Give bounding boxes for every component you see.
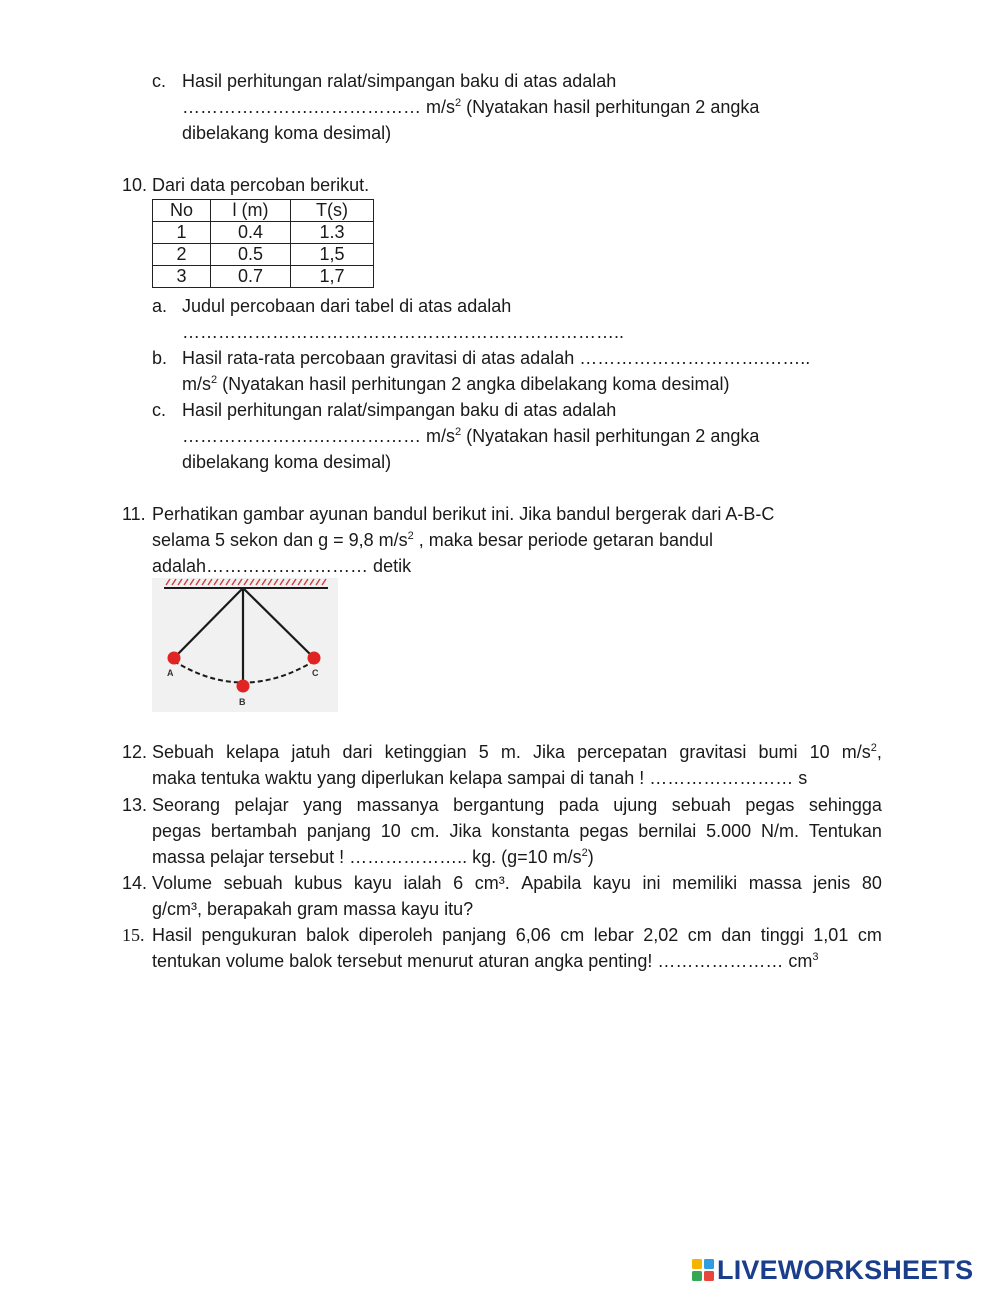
superscript: 2	[581, 847, 588, 859]
liveworksheets-logo-icon	[692, 1259, 714, 1281]
q10b-label: b.	[152, 348, 168, 368]
table-cell: 1,5	[291, 244, 374, 266]
word: bumi	[758, 742, 798, 762]
word: percepatan	[577, 742, 668, 762]
data-table	[152, 199, 374, 288]
q11-line1: Perhatikan gambar ayunan bandul berikut ini. Jika bandul bergerak dari A-B-C	[152, 504, 775, 524]
word: konstanta	[491, 821, 570, 841]
word: Hasil	[152, 925, 193, 945]
table-cell: 3	[153, 266, 211, 288]
word: Seorang	[152, 795, 221, 815]
word: cm.	[410, 821, 440, 841]
word: lebar	[593, 925, 634, 945]
word: dan	[721, 925, 752, 945]
word: pegas	[745, 795, 795, 815]
table-row	[153, 222, 374, 244]
pendulum-figure	[152, 578, 338, 712]
word: ujung	[613, 795, 658, 815]
table-cell: 0.5	[211, 244, 291, 266]
word: cm³.	[474, 873, 510, 893]
word: 1,01	[813, 925, 849, 945]
table-row	[153, 266, 374, 288]
word: Apabila	[521, 873, 582, 893]
word: 5	[478, 742, 489, 762]
word: bergantung	[453, 795, 545, 815]
label-b: B	[239, 697, 246, 707]
q10c-line1: Hasil perhitungan ralat/simpangan baku di atas adalah	[182, 400, 617, 420]
word: pada	[558, 795, 599, 815]
brand-name: LIVEWORKSHEETS	[717, 1254, 974, 1285]
q11-text: , maka besar periode getaran bandul	[418, 530, 713, 550]
word: Volume	[152, 873, 213, 893]
word: massa	[748, 873, 802, 893]
unit-text: m/s	[841, 742, 871, 762]
q12-line1	[152, 741, 882, 763]
table-header-cell: T(s)	[291, 200, 374, 222]
superscript: 2	[455, 97, 462, 109]
bob-b	[237, 680, 250, 693]
answer-blank[interactable]: ………………….………………	[182, 426, 422, 446]
q10b-line1[interactable]: Hasil rata-rata percobaan gravitasi di atas adalah ………………………….……..	[182, 348, 811, 368]
unit-text: m/s	[426, 426, 456, 446]
word: 10	[809, 742, 830, 762]
word: pegas	[152, 821, 202, 841]
word: kelapa	[226, 742, 280, 762]
word: Tentukan	[808, 821, 882, 841]
word: panjang	[442, 925, 507, 945]
word: 2,02	[643, 925, 679, 945]
q10-text: Dari data percoban berikut.	[152, 175, 370, 195]
word: ini	[642, 873, 661, 893]
word: cm	[857, 925, 882, 945]
word: kayu	[353, 873, 392, 893]
q10c-line3: dibelakang koma desimal)	[182, 452, 392, 472]
superscript: 2	[455, 426, 462, 438]
word: Jika	[449, 821, 482, 841]
word: 5.000	[706, 821, 752, 841]
word: Jika	[533, 742, 566, 762]
bob-a	[168, 652, 181, 665]
q11-line2	[152, 529, 713, 551]
word: balok	[306, 925, 350, 945]
label-c: C	[312, 668, 319, 678]
q13-line3[interactable]: massa pelajar tersebut ! ……………….. kg. (g=10 $m/s^2$)	[152, 847, 594, 867]
q11-text: selama 5 sekon dan g = 9,8 m/s	[152, 530, 408, 550]
word: diperoleh	[358, 925, 433, 945]
word: N/m.	[761, 821, 800, 841]
instruction-text: (Nyatakan hasil perhitungan 2 angka dibelakang koma desimal)	[222, 374, 730, 394]
word: kayu	[592, 873, 631, 893]
table-cell: 1.3	[291, 222, 374, 244]
q14-number: 14.	[122, 873, 148, 893]
q15-line1	[152, 924, 882, 946]
q9c-label: c.	[152, 71, 167, 91]
word: Sebuah	[152, 742, 215, 762]
q10c-label: c.	[152, 400, 167, 420]
unit-text: m/s	[182, 374, 211, 394]
q13-line1	[152, 794, 882, 816]
unit-text: m/s	[426, 97, 456, 117]
word: gravitasi	[679, 742, 747, 762]
word: 80	[861, 873, 882, 893]
table-cell: 1,7	[291, 266, 374, 288]
liveworksheets-logo	[692, 1256, 973, 1284]
word: jenis	[813, 873, 851, 893]
word: 6	[453, 873, 464, 893]
q9c-line2	[182, 96, 759, 118]
table-header-row	[153, 200, 374, 222]
q13-line2	[152, 820, 882, 842]
word: cm	[687, 925, 712, 945]
word: $m/s^2$,	[841, 742, 882, 762]
q10a-label: a.	[152, 296, 168, 316]
answer-blank[interactable]: ………………………………………………………………..	[182, 322, 625, 342]
table-cell: 1	[153, 222, 211, 244]
word: memiliki	[672, 873, 738, 893]
superscript: 2	[870, 742, 877, 754]
word: yang	[303, 795, 343, 815]
table-row	[153, 244, 374, 266]
word: sehingga	[808, 795, 882, 815]
answer-blank[interactable]: ………………….………………	[182, 97, 422, 117]
superscript: 2	[407, 530, 414, 542]
label-a: A	[167, 668, 174, 678]
superscript: 3	[812, 951, 819, 963]
word: pegas	[579, 821, 629, 841]
word: dari	[342, 742, 373, 762]
word: pelajar	[234, 795, 289, 815]
q12-line2[interactable]: maka tentuka waktu yang diperlukan kelapa sampai di tanah ! …………………… s	[152, 768, 808, 788]
q9c-line3: dibelakang koma desimal)	[182, 123, 392, 143]
q10-number: 10.	[122, 175, 148, 195]
word: bertambah	[210, 821, 297, 841]
q15-line2[interactable]: tentukan volume balok tersebut menurut aturan angka penting! ………………… $cm^3$	[152, 951, 819, 971]
word: ketinggian	[384, 742, 467, 762]
q15-number: 15.	[122, 925, 145, 945]
word: jatuh	[291, 742, 331, 762]
q11-line3[interactable]: adalah……………………… detik	[152, 556, 412, 576]
table-cell: 0.4	[211, 222, 291, 244]
table-cell: 2	[153, 244, 211, 266]
q12-number: 12.	[122, 742, 148, 762]
table-cell: 0.7	[211, 266, 291, 288]
word: 10	[380, 821, 401, 841]
bob-c	[308, 652, 321, 665]
table-header-cell: l (m)	[211, 200, 291, 222]
word: 6,06	[515, 925, 551, 945]
word: m.	[500, 742, 521, 762]
word: ialah	[403, 873, 442, 893]
word: panjang	[306, 821, 371, 841]
word: bernilai	[638, 821, 697, 841]
q9c-line1: Hasil perhitungan ralat/simpangan baku di atas adalah	[182, 71, 617, 91]
superscript: 2	[211, 374, 218, 386]
instruction-text: (Nyatakan hasil perhitungan 2 angka	[466, 426, 760, 446]
table-header-cell: No	[153, 200, 211, 222]
q10b-line2	[182, 373, 729, 395]
word: tinggi	[760, 925, 804, 945]
q10a-line1: Judul percobaan dari tabel di atas adalah	[182, 296, 512, 316]
word: kubus	[294, 873, 343, 893]
word: pengukuran	[201, 925, 297, 945]
word: cm	[560, 925, 585, 945]
q10c-line2	[182, 425, 759, 447]
q14-line1	[152, 872, 882, 894]
word: massanya	[356, 795, 439, 815]
instruction-text: (Nyatakan hasil perhitungan 2 angka	[466, 97, 760, 117]
q11-number: 11.	[122, 504, 146, 524]
word: sebuah	[223, 873, 283, 893]
q13-number: 13.	[122, 795, 148, 815]
q14-line2: g/cm³, berapakah gram massa kayu itu?	[152, 899, 474, 919]
word: sebuah	[671, 795, 731, 815]
